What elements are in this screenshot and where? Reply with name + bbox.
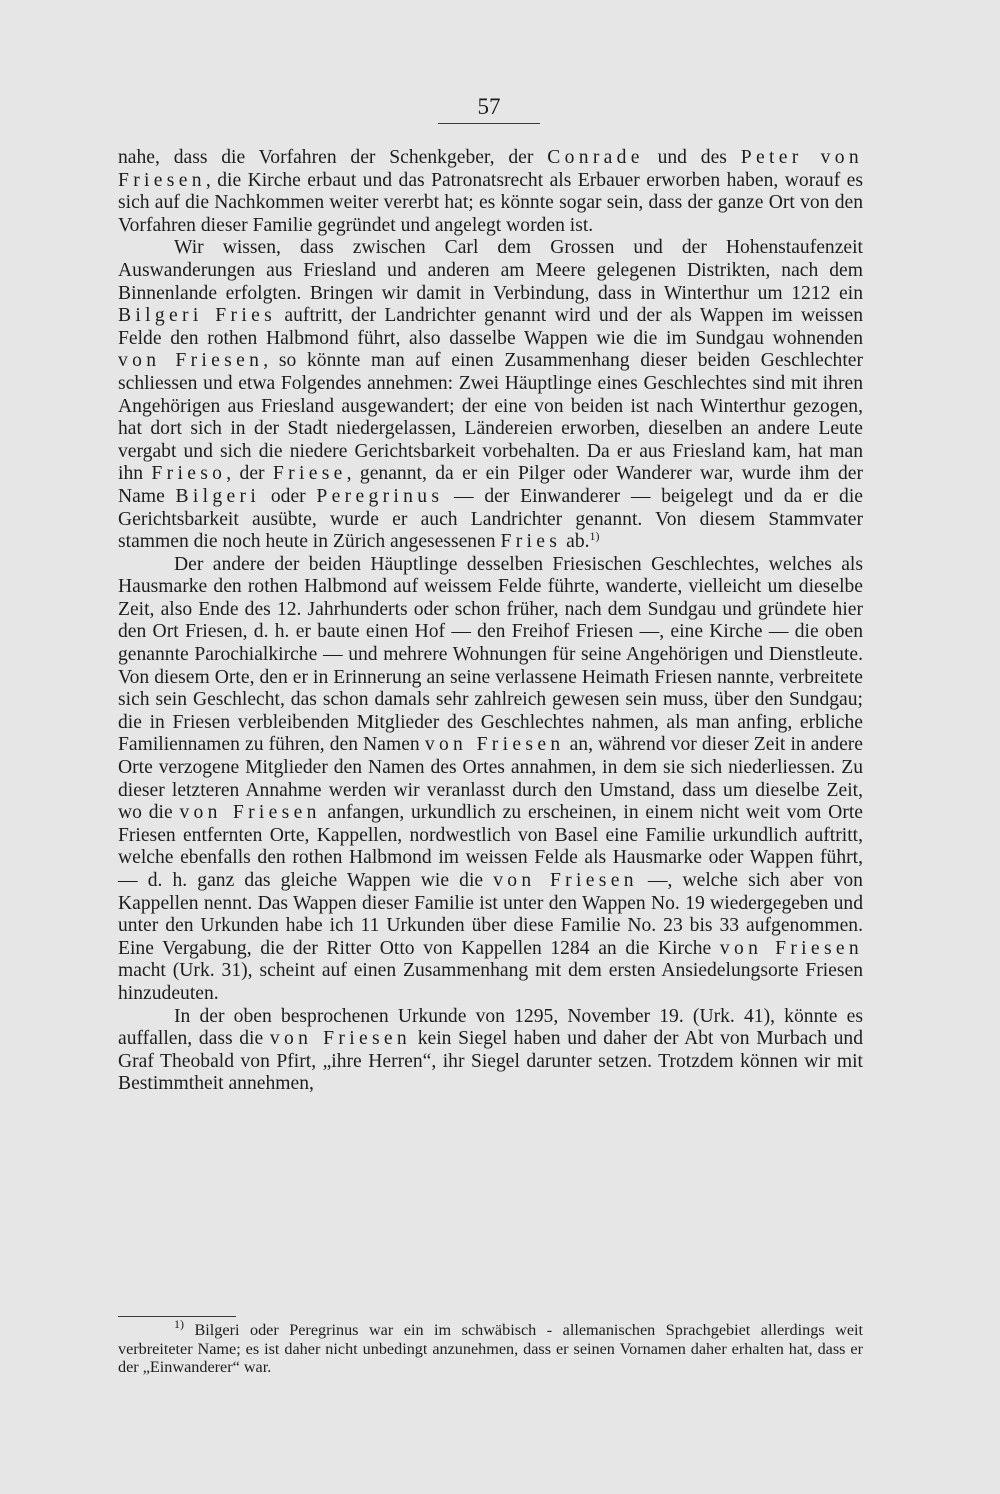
text-run: auftritt, der Landrichter genannt wird und der als Wappen im weissen Felde den rothen Halbmond führt, also dasselbe Wappen wie die im Sundgau wohnenden xyxy=(118,305,863,349)
body-text xyxy=(118,147,863,1096)
footnote-paragraph xyxy=(118,1317,863,1377)
text-run: ab. xyxy=(561,531,590,553)
text-run: und des xyxy=(643,147,741,168)
text-run: anfangen, urkundlich zu erscheinen, in einem nicht weit vom Orte Friesen entfernten Orte, Kappellen, nordwestlich von Basel eine Familie urkundlich auftritt, welche ebenfalls den rothen Halbmond im weissen Felde als Hausmarke oder Wappen führt, — d. h. ganz das gleiche Wappen wie die xyxy=(118,802,863,891)
spaced-name: von Friesen xyxy=(719,937,863,959)
footnote-mark: 1) xyxy=(174,1317,184,1331)
page-number: 57 xyxy=(477,94,501,119)
text-run: nahe, dass die Vorfahren der Schenkgeber, der xyxy=(118,147,548,168)
text-run: Wir wissen, dass zwischen Carl dem Grossen und der Hohenstaufenzeit Auswanderungen aus Friesland und anderen am Meere gelegenen Distrikten, nach dem Binnenlande erfolgten. Bringen wir damit in Verbindung, dass in Winterthur um 1212 ein xyxy=(118,237,863,304)
text-run: In der oben besprochenen Urkunde von 1295, November 19. (Urk. 41), könnte es auffallen, dass die xyxy=(118,1005,863,1050)
spaced-name: von Friesen xyxy=(493,870,638,891)
text-run: an, während vor dieser Zeit in andere Orte verzogene Mitglieder den Namen des Ortes annahmen, in dem sie sich niederliessen. Zu dieser letzteren Annahme werden wir veranlasst durch den Umstand, dass um dieselbe Zeit, wo die xyxy=(118,734,864,824)
paragraph-2 xyxy=(118,237,863,553)
footnote-reference: 1) xyxy=(589,529,600,544)
footnote xyxy=(118,1317,863,1377)
text-run: , so könnte man auf einen Zusammenhang dieser beiden Geschlechter schliessen und etwa Folgendes annehmen: Zwei Häuptlinge eines Geschlechtes sind mit ihren Angehörigen aus Friesland ausgewandert; der eine von beiden ist nach Winterthur gezogen, hat dort sich in der Stadt niedergelassen, Ländereien erworben, dieselben an andere Leute vergabt und sich die niedere Gerichtsbarkeit vorbehalten. Da er aus Friesland kam, hat man ihn xyxy=(118,350,864,485)
spaced-name: von Friesen xyxy=(269,1028,412,1050)
text-run: macht (Urk. 31), scheint auf einen Zusammenhang mit dem ersten Ansiedelungsorte Friesen hinzudeuten. xyxy=(118,960,863,1004)
spaced-name: von Friesen xyxy=(118,350,264,372)
spaced-name: Bilgeri xyxy=(175,485,261,507)
text-run: —, welche sich aber von Kappellen nennt. Das Wappen dieser Familie ist unter den Wappen No. 19 wiedergegeben und unter den Urkunden habe ich 11 Urkunden über diese Familie No. 23 bis 33 aufgenommen. Eine Vergabung, die der Ritter Otto von Kappellen 1284 an die Kirche xyxy=(118,870,863,959)
page-number-rule xyxy=(438,123,540,124)
text-run: kein Siegel haben und daher der Abt von Murbach und Graf Theobald von Pfirt, „ihre Herren“, ihr Siegel darunter setzen. Trotzdem können wir mit Bestimmtheit annehmen, xyxy=(118,1028,863,1095)
spaced-name: von Friesen xyxy=(179,802,321,824)
spaced-name: Conrade xyxy=(547,147,644,168)
text-run: Der andere der beiden Häuptlinge desselben Friesischen Geschlechtes, welches als Hausmarke den rothen Halbmond auf weissem Felde führte, wanderte, vielleicht um dieselbe Zeit, also Ende des 12. Jahrhunderts oder schon früher, nach dem Sundgau und gründete hier den Ort Friesen, d. h. er baute einen Hof — den Freihof Friesen —, eine Kirche — die oben genannte Parochialkirche — und mehrere Wohnungen für seine Angehörigen und Dienstleute. Von diesem Orte, den er in Erinnerung an seine verlassene Heimath Friesen nannte, verbreitete sich sein Geschlecht, das schon damals sehr zahlreich gewesen sein muss, über den Sundgau; die in Friesen verbleibenden Mitglieder des Geschlechtes nahmen, als man anfing, erbliche Familiennamen zu führen, den Namen xyxy=(118,553,863,756)
spaced-name: Bilgeri Fries xyxy=(118,305,277,327)
text-run: oder xyxy=(260,485,317,507)
spaced-name: Friese xyxy=(272,463,347,485)
spaced-name: Frieso xyxy=(151,463,227,485)
paragraph-4 xyxy=(118,1006,863,1096)
text-run: , genannt, da er ein Pilger oder Wanderer war, wurde ihm der Name xyxy=(118,463,863,507)
spaced-name: Fries xyxy=(500,531,562,553)
paragraph-1 xyxy=(118,147,863,237)
footnote-text: Bilgeri oder Peregrinus war ein im schwäbisch - allemanischen Sprachgebiet allerdings weit verbreiteter Name; es ist daher nicht unbedingt anzunehmen, dass er seinen Vornamen daher erhalten hat, dass er der „Einwanderer“ war. xyxy=(118,1321,863,1376)
text-run: , die Kirche erbaut und das Patronatsrecht als Erbauer erworben haben, worauf es sich auf die Nachkommen weiter vererbt hat; es könnte sogar sein, dass der ganze Ort von den Vorfahren dieser Familie gegründet und angelegt worden ist. xyxy=(118,169,863,236)
spaced-name: Peter von Friesen xyxy=(118,147,864,191)
paragraph-3 xyxy=(118,554,863,1006)
spaced-name: von Friesen xyxy=(424,734,565,756)
text-run: , der xyxy=(226,463,273,485)
text-run: — der Einwanderer — beigelegt und da er die Gerichtsbarkeit ausübte, wurde er auch Landrichter genannt. Von diesem Stammvater stammen die noch heute in Zürich angesessenen xyxy=(118,485,863,553)
spaced-name: Peregrinus xyxy=(316,485,444,507)
